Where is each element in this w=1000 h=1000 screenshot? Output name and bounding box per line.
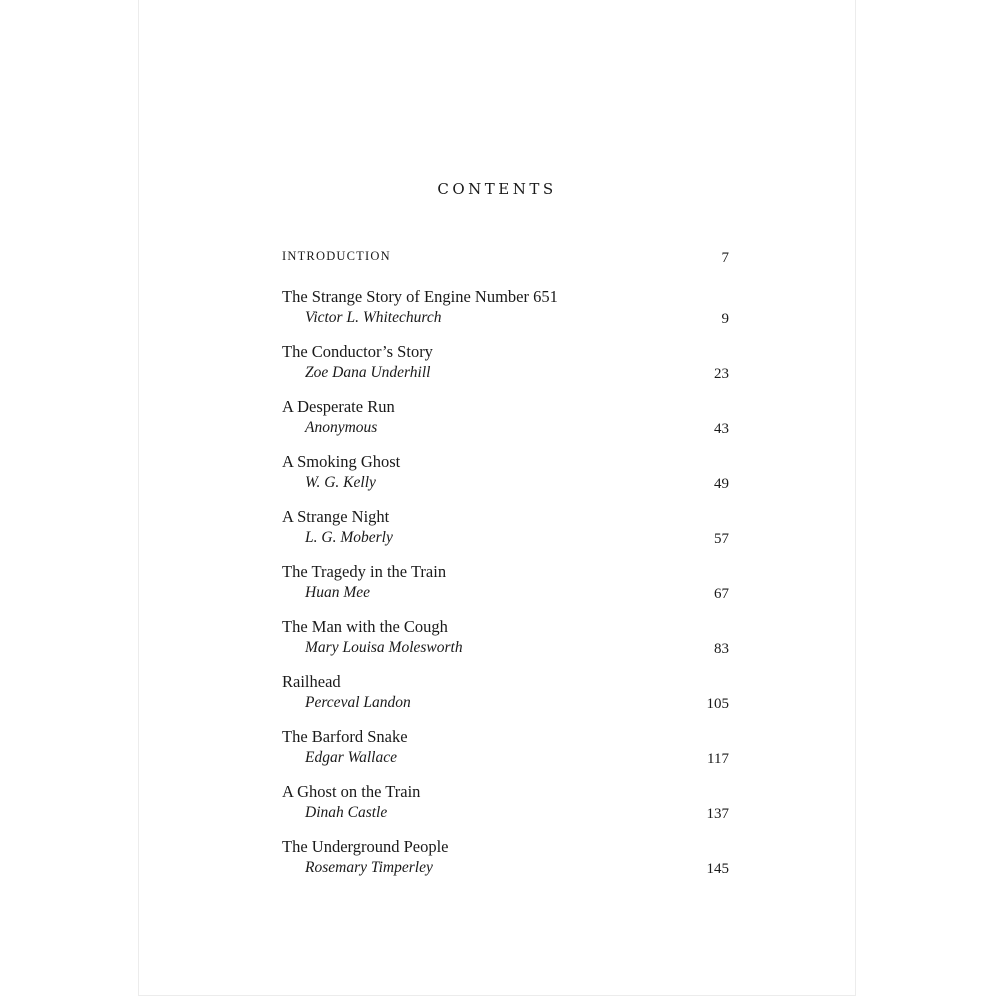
story-page-number: 23 [714,366,729,382]
story-page-number: 43 [714,421,729,437]
story-author: Rosemary Timperley [305,859,433,876]
story-author: Edgar Wallace [305,749,397,766]
toc-entry [282,672,729,722]
toc-entry [282,617,729,667]
toc-entry [282,562,729,612]
story-author: Victor L. Whitechurch [305,309,442,326]
story-author: Perceval Landon [305,694,411,711]
story-page-number: 83 [714,641,729,657]
story-title: The Strange Story of Engine Number 651 [282,287,558,306]
toc-entry [282,287,729,337]
toc-entry [282,397,729,447]
book-page [138,0,856,996]
story-title: A Smoking Ghost [282,452,401,471]
story-page-number: 145 [706,861,729,877]
story-page-number: 137 [706,806,729,822]
page-title: CONTENTS [437,180,557,198]
story-page-number: 49 [714,476,729,492]
story-page-number: 117 [707,751,729,767]
story-author: Mary Louisa Molesworth [305,639,463,656]
toc-entry [282,782,729,832]
story-title: The Underground People [282,837,449,856]
story-author: W. G. Kelly [305,474,376,491]
toc-entry [282,727,729,777]
story-title: Railhead [282,672,341,691]
toc-entry [282,342,729,392]
story-page-number: 105 [706,696,729,712]
introduction-label: INTRODUCTION [282,249,391,263]
story-title: A Strange Night [282,507,390,526]
story-page-number: 9 [721,311,729,327]
story-author: L. G. Moberly [305,529,393,546]
story-title: A Desperate Run [282,397,395,416]
story-title: The Man with the Cough [282,617,448,636]
toc-entry [282,452,729,502]
story-title: A Ghost on the Train [282,782,421,801]
story-title: The Conductor’s Story [282,342,433,361]
toc-entry [282,837,729,887]
story-page-number: 57 [714,531,729,547]
story-title: The Barford Snake [282,727,408,746]
story-author: Anonymous [305,419,378,436]
story-title: The Tragedy in the Train [282,562,447,581]
toc-introduction-row [282,249,729,269]
story-page-number: 67 [714,586,729,602]
story-author: Zoe Dana Underhill [305,364,431,381]
introduction-page-number: 7 [721,250,729,266]
toc-entry [282,507,729,557]
story-author: Dinah Castle [305,804,388,821]
story-author: Huan Mee [305,584,370,601]
